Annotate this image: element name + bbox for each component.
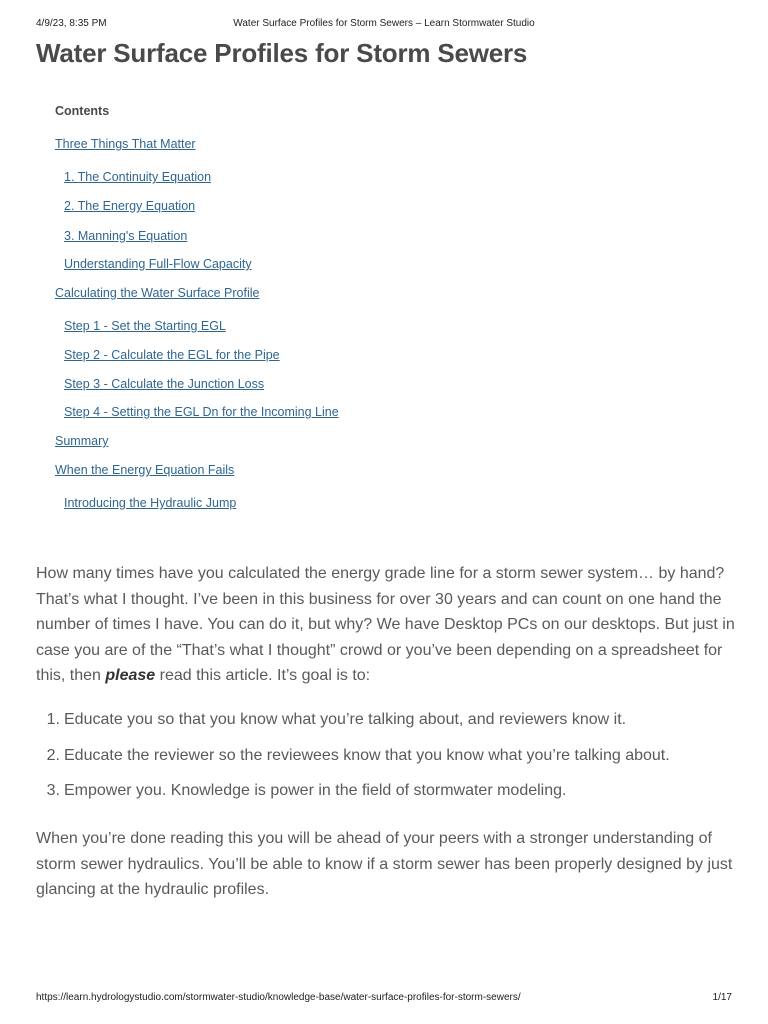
page-number: 1/17 [712,992,732,1003]
toc-heading: Contents [55,104,110,118]
list-item [36,709,736,731]
print-datetime: 4/9/23, 8:35 PM [36,18,107,29]
table-of-contents [55,104,475,510]
toc-link-full-flow-capacity[interactable]: Understanding Full-Flow Capacity [64,257,252,271]
toc-link-energy-equation[interactable]: 2. The Energy Equation [64,199,196,213]
toc-link-step-2[interactable]: Step 2 - Calculate the EGL for the Pipe [64,348,280,362]
list-text: Educate the reviewer so the reviewees know that you know what you’re talking about. [64,747,670,764]
intro-text-before: this, then [36,667,106,684]
toc-link-three-things[interactable]: Three Things That Matter [55,137,196,151]
closing-line: glancing at the hydraulic profiles. [36,881,270,898]
toc-link-summary[interactable]: Summary [55,434,109,448]
intro-line: number of times I have. You can do it, but why? We have Desktop PCs on our desktops. But just in [36,616,735,633]
list-number: 3. [46,782,60,799]
list-text: Empower you. Knowledge is power in the field of stormwater modeling. [64,782,567,799]
list-text: Educate you so that you know what you’re talking about, and reviewers know it. [64,711,627,728]
list-number: 2. [46,747,60,764]
intro-line-last [36,663,736,689]
intro-paragraph [36,561,736,689]
list-item [36,745,736,767]
closing-line: When you’re done reading this you will be ahead of your peers with a stronger understanding of [36,830,712,847]
list-item [36,780,736,802]
toc-link-continuity-equation[interactable]: 1. The Continuity Equation [64,170,212,184]
closing-paragraph [36,826,736,903]
intro-line: How many times have you calculated the energy grade line for a storm sewer system… by hand? [36,565,725,582]
list-number: 1. [46,711,60,728]
print-url: https://learn.hydrologystudio.com/stormwater-studio/knowledge-base/water-surface-profiles-for-storm-sewers/ [36,992,521,1003]
toc-link-step-1[interactable]: Step 1 - Set the Starting EGL [64,319,226,333]
intro-line: case you are of the “That’s what I thought” crowd or you’ve been depending on a spreadsheet for [36,641,723,659]
toc-link-energy-equation-fails[interactable]: When the Energy Equation Fails [55,463,235,477]
toc-link-calculating-profile[interactable]: Calculating the Water Surface Profile [55,286,260,300]
toc-link-step-4[interactable]: Step 4 - Setting the EGL Dn for the Incoming Line [64,405,339,419]
page-title: Water Surface Profiles for Storm Sewers [36,38,528,68]
toc-link-hydraulic-jump[interactable]: Introducing the Hydraulic Jump [64,496,237,510]
closing-line: storm sewer hydraulics. You’ll be able to know if a storm sewer has been properly designed by just [36,855,733,873]
print-footer [36,992,732,1006]
print-doc-title: Water Surface Profiles for Storm Sewers – Learn Stormwater Studio [233,18,535,29]
toc-link-step-3[interactable]: Step 3 - Calculate the Junction Loss [64,377,265,391]
emphasis-please: please [105,667,156,684]
intro-text-after: read this article. It’s goal is to: [155,667,371,684]
print-header [36,18,732,32]
toc-link-mannings-equation[interactable]: 3. Manning's Equation [64,229,188,243]
intro-line: That’s what I thought. I’ve been in this business for over 30 years and can count on one hand the [36,590,722,608]
